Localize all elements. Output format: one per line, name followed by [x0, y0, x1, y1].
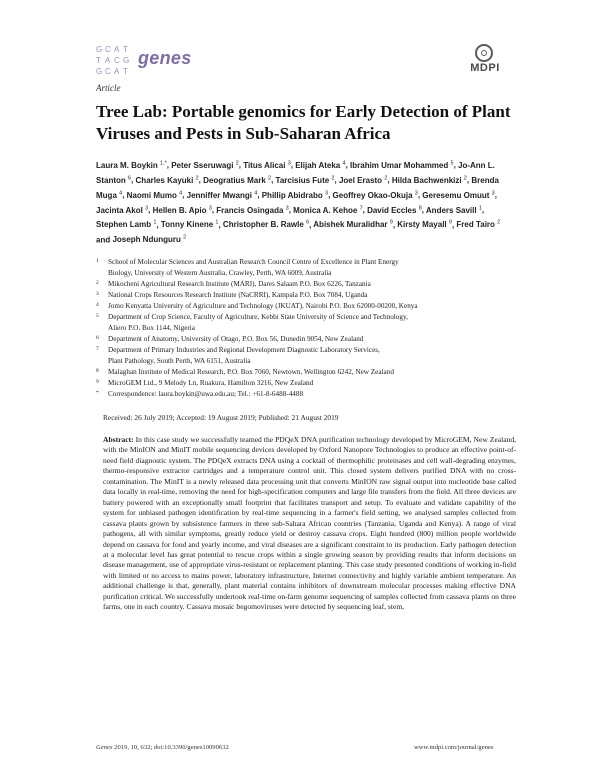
author-affiliation-mark: 1,* [160, 160, 167, 166]
author-affiliation-mark: 3 [414, 189, 418, 196]
paper-title: Tree Lab: Portable genomics for Early Detection of Plant Viruses and Pests in Sub-Saharan Africa [96, 102, 511, 143]
citation [96, 744, 229, 751]
author [276, 176, 335, 185]
author [392, 176, 467, 185]
author-name: Deogratius Mark [203, 175, 266, 185]
author [96, 161, 167, 170]
author-affiliation-mark: 2 [195, 174, 199, 181]
abstract-text: In this case study we successfully teamed the PDQeX DNA purification technology developed by MicroGEM, New Zealand, with the MinION and MinIT mobile sequencing devices developed by Oxford Nanopore Technologies to produce an effective point-of-need field diagnostic system. The PDQeX extracts DNA using a cocktail of thermophilic proteinases and cell wall-degrading enzymes, thermo-responsive extractor cartridges and a temperature control unit. This closed system delivers purified DNA with no cross-contamination. The MinIT is a newly released data processing unit that converts MinION raw signal output into nucleotide base called data locally in real-time, removing the need for high-specification computers and large file transfers from the field. All three devices are battery powered with an exceptionally small footprint that facilitates transport and setup. To evaluate and validate capability of the system for unbiased pathogen identification by real-time sequencing in a farmer's field setting, we analysed samples collected from cassava plants grown by subsistence farmers in three sub-Sahara African countries (Tanzania, Uganda and Kenya). A range of viral pathogens, all with similar symptoms, greatly reduce yield or destroy cassava crops. Eight hundred (800) million people worldwide depend on cassava for food and yearly income, and viral diseases are a significant constraint to its production. Early pathogen detection at a molecular level has great potential to rescue crops within a single growing season by providing results that inform decisions on disease management, use of appropriate virus-resistant or replacement planting. This case study presented conditions of working in-field with limited or no access to mains power, laboratory infrastructure, Internet connectivity and highly variable ambient temperature. An additional challenge is that, generally, plant material contains inhibitors of downstream molecular processes making effective DNA purification critical. We successfully undertook real-time on-farm genome sequencing of samples collected from cassava plants on three farms, one in each country. Cassava mosaic begomoviruses were detected by sequencing leaf, stem, [103, 435, 516, 612]
logo-letter: T [123, 45, 129, 54]
affiliation-number: * [96, 390, 99, 396]
logo-letter: A [114, 45, 120, 54]
author-affiliation-mark: 6 [128, 174, 132, 181]
author [243, 161, 291, 170]
author-name: Kirsty Mayall [397, 220, 447, 230]
author [333, 191, 418, 200]
author-affiliation-mark: 2 [497, 219, 501, 226]
logo-letter: G [123, 56, 130, 65]
author-affiliation-mark: 7 [359, 204, 363, 211]
author-name: Naomi Mumo [126, 190, 177, 200]
article-type: Article [96, 83, 121, 93]
affiliation-line: School of Molecular Sciences and Australian Research Council Centre of Excellence in Plant Energy [108, 258, 399, 266]
citation-journal: Genes [96, 744, 113, 751]
author-name: Francis Osingada [216, 205, 284, 215]
author-affiliation-mark: 3 [285, 204, 289, 211]
author-affiliation-mark: 3 [287, 160, 291, 166]
author-affiliation-mark: 3 [208, 204, 212, 211]
affiliation-number: 1 [96, 258, 99, 264]
author-affiliation-mark: 1 [153, 219, 157, 226]
author-affiliation-mark: 5 [450, 160, 454, 166]
author-name: Laura M. Boykin [96, 160, 158, 170]
affiliation [96, 334, 526, 345]
author [153, 206, 212, 215]
author [295, 161, 345, 170]
affiliation-number: 7 [96, 346, 99, 352]
affiliation-line: Jomo Kenyatta University of Agriculture and Technology (JKUAT), Nairobi P.O. Box 62000-00200, Kenya [108, 302, 418, 310]
author-name: Brenda Muga [96, 175, 499, 200]
affiliation [96, 279, 526, 290]
affiliation [96, 301, 526, 312]
author-name: Fred Tairo [456, 220, 495, 230]
logo-letter: C [105, 45, 112, 54]
author-name: Joseph Ndunguru [112, 235, 181, 245]
author [426, 206, 482, 215]
author [262, 191, 328, 200]
affiliation-number: 2 [96, 280, 99, 286]
citation-details: 2019, 10, 632; doi:10.3390/genes10090632 [114, 744, 229, 751]
author-affiliation-mark: 1 [215, 219, 219, 226]
logo-letter: G [96, 45, 103, 54]
author-name: Monica A. Kehoe [293, 205, 358, 215]
logo-letter: A [105, 56, 111, 65]
author-affiliation-mark: 1 [478, 204, 482, 211]
author-affiliation-mark: 2 [235, 160, 239, 166]
author-affiliation-mark: 4 [342, 160, 346, 166]
affiliation-number: 9 [96, 379, 99, 385]
author [422, 191, 494, 200]
author [339, 176, 387, 185]
author-name: Tarcisius Fute [275, 175, 330, 185]
affiliation-line: MicroGEM Ltd., 9 Melody Ln, Ruakura, Hamilton 3216, New Zealand [108, 379, 314, 387]
affiliation-line: National Crops Resources Research Institute (NaCRRI), Kampala P.O. Box 7084, Uganda [108, 291, 368, 299]
author [397, 220, 452, 229]
logo-letter: A [114, 67, 120, 76]
logo-letter: C [114, 56, 121, 65]
abstract [103, 435, 516, 613]
affiliation-number: 6 [96, 335, 99, 341]
author [216, 206, 288, 215]
affiliation [96, 312, 526, 334]
author [293, 206, 362, 215]
affiliation-number: 4 [96, 302, 99, 308]
author-affiliation-mark: 3 [145, 204, 149, 211]
author-affiliation-mark: 8 [418, 204, 422, 211]
author-name: Geresemu Omuut [422, 190, 490, 200]
author-name: Christopher B. Rawle [222, 220, 304, 230]
author [456, 220, 500, 229]
author [96, 206, 148, 215]
author [136, 176, 199, 185]
affiliation-line: Aliero P.O. Box 1144, Nigeria [108, 324, 195, 332]
affiliation-number: 8 [96, 368, 99, 374]
journal-url[interactable]: www.mdpi.com/journal/genes [414, 744, 494, 751]
affiliation [96, 257, 526, 279]
affiliation [96, 290, 526, 301]
author-name: Peter Sseruwagi [171, 160, 234, 170]
author-affiliation-mark: 2 [463, 174, 467, 181]
affiliation-line: Biology, University of Western Australia, Crawley, Perth, WA 6009, Australia [108, 269, 332, 277]
logo-letter: T [96, 56, 102, 65]
author-name: Tonny Kinene [160, 220, 214, 230]
affiliation-line: Plant Pathology, South Perth, WA 6151, Australia [108, 357, 251, 365]
author-affiliation-mark: 9 [389, 219, 393, 226]
author-name: Titus Alicai [243, 160, 286, 170]
affiliation-number: 3 [96, 291, 99, 297]
author-affiliation-mark: 3 [491, 189, 495, 196]
author-name: Jenniffer Mwangi [186, 190, 252, 200]
logo-letter: T [123, 67, 129, 76]
affiliation-line: Department of Anatomy, University of Otago, P.O. Box 56, Dunedin 9054, New Zealand [108, 335, 364, 343]
author-affiliation-mark: 2 [384, 174, 388, 181]
mdpi-logo [463, 44, 507, 84]
publication-dates: Received: 26 July 2019; Accepted: 19 August 2019; Published: 21 August 2019 [103, 413, 339, 422]
affiliation-line: Malaghan Institute of Medical Research, P.O. Box 7060, Newtown, Wellington 6242, New Zealand [108, 368, 394, 376]
author-name: Jacinta Akol [96, 205, 143, 215]
author-name: Joel Erasto [338, 175, 383, 185]
author-affiliation-mark: 2 [331, 174, 335, 181]
author-name: David Eccles [367, 205, 417, 215]
author-affiliation-mark: 4 [179, 189, 183, 196]
author-affiliation-mark: 4 [119, 189, 123, 196]
author [367, 206, 422, 215]
author-name: Charles Kayuki [135, 175, 194, 185]
author [96, 220, 156, 229]
author [187, 191, 258, 200]
author-name: Anders Savill [425, 205, 477, 215]
author-affiliation-mark: 6 [306, 219, 310, 226]
author-affiliation-mark: 9 [448, 219, 452, 226]
mdpi-logo-text: MDPI [470, 62, 500, 74]
affiliation-line: Department of Crop Science, Faculty of Agriculture, Kebbi State University of Science and Technology, [108, 313, 408, 321]
affiliation [96, 378, 526, 389]
affiliation-line: Department of Primary Industries and Regional Development Diagnostic Laboratory Services, [108, 346, 380, 354]
author-list: Laura M. Boykin $^{1,*}$, Peter Sseruwagi $^2$, Titus Alicai $^3$, Elijah Ateka $^4$, Ibrahim Umar Mohammed $^5$, Jo-Ann L. Stanton $^6$, Charles Kayuki $^2$, Deogratius Mark $^2$, Tarcisius Fute $^2$, Joel Erasto $^2$, Hilda Bachwenkizi $^2$, Brenda Muga $^4$, Naomi Mumo $^4$, Jenniffer Mwangi $^4$, Phillip Abidrabo $^3$, Geoffrey Okao-Okuja $^3$, Geresemu Omuut $^3$, Jacinta Akol $^3$, Hellen B. Apio $^3$, Francis Osingada $^3$, Monica A. Kehoe $^7$, David Eccles $^8$, Anders Savill $^1$, Stephen Lamb $^1$, Tonny Kinene $^1$, Christopher B. Rawle $^6$, Abishek Muralidhar $^9$, Kirsty Mayall $^9$, Fred Tairo $^2$ and Joseph Ndunguru $^2$ [96, 160, 501, 245]
author-name: Geoffrey Okao-Okuja [332, 190, 413, 200]
author-affiliation-mark: 4 [254, 189, 258, 196]
affiliation-list [96, 257, 526, 400]
author-name: Elijah Ateka [295, 160, 341, 170]
author-affiliation-mark: 2 [183, 234, 187, 241]
affiliation-line: Mikocheni Agricultural Research Institute (MARI), Dares Salaam P.O. Box 6226, Tanzania [108, 280, 371, 288]
author-name: Jo-Ann L. Stanton [96, 160, 495, 185]
affiliation-line[interactable]: Correspondence: laura.boykin@uwa.edu.au; Tel.: +61-8-6488-4488 [108, 390, 304, 398]
author [203, 176, 271, 185]
journal-name: genes [138, 48, 192, 68]
affiliation-number: 5 [96, 313, 99, 319]
author [112, 235, 186, 244]
genes-logo-grid [96, 45, 134, 78]
affiliation [96, 367, 526, 378]
abstract-label: Abstract: [103, 435, 134, 444]
affiliation [96, 345, 526, 367]
author-affiliation-mark: 3 [325, 189, 329, 196]
author-name: Phillip Abidrabo [261, 190, 323, 200]
author [161, 220, 219, 229]
author-name: Ibrahim Umar Mohammed [350, 160, 449, 170]
author [223, 220, 309, 229]
author-name: Abishek Muralidhar [313, 220, 388, 230]
logo-letter: G [96, 67, 103, 76]
author [313, 220, 393, 229]
affiliation [96, 389, 526, 400]
author-name: Hilda Bachwenkizi [391, 175, 462, 185]
author [127, 191, 183, 200]
mdpi-logo-icon [475, 44, 493, 62]
author-affiliation-mark: 2 [268, 174, 272, 181]
author [350, 161, 454, 170]
logo-letter: C [105, 67, 112, 76]
author-name: Hellen B. Apio [152, 205, 207, 215]
author [171, 161, 239, 170]
author-name: Stephen Lamb [96, 220, 152, 230]
